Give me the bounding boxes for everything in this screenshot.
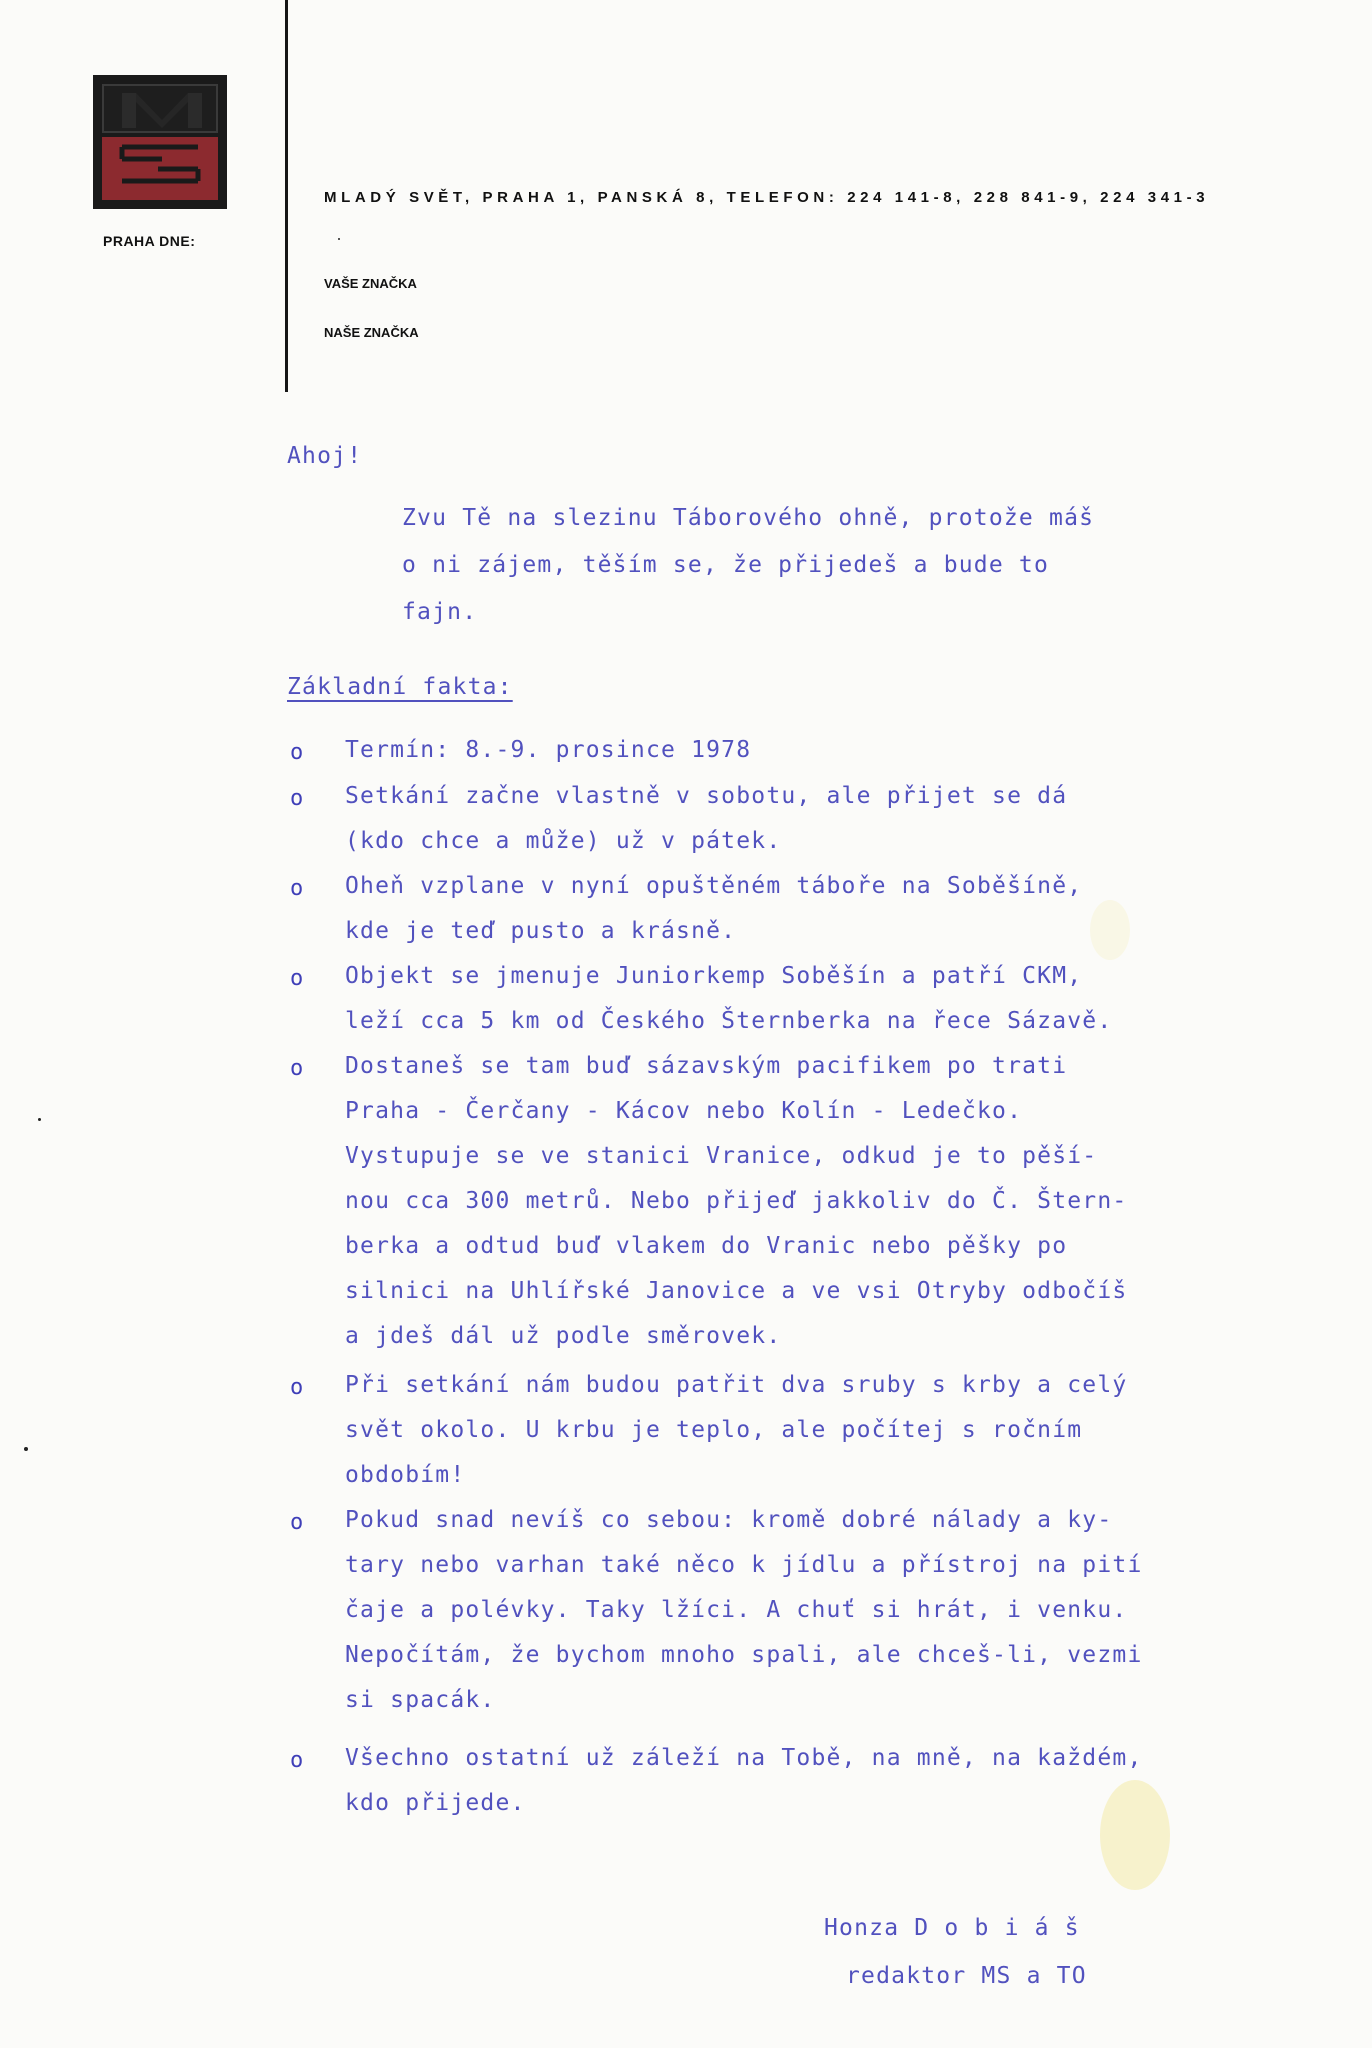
intro-line: fajn. <box>402 599 478 625</box>
fact-line: Všechno ostatní už záleží na Tobě, na mně, na každém, <box>345 1745 1143 1771</box>
bullet-marker: o <box>290 1375 304 1400</box>
bullet-marker: o <box>290 1056 304 1081</box>
fact-line: kde je teď pusto a krásně. <box>345 918 737 944</box>
fact-line: leží cca 5 km od Českého Šternberka na řece Sázavě. <box>345 1008 1113 1034</box>
greeting: Ahoj! <box>287 443 363 469</box>
fact-line: Oheň vzplane v nyní opuštěném táboře na Soběšíně, <box>345 873 1083 899</box>
fact-line: (kdo chce a může) už v pátek. <box>345 828 782 854</box>
fact-line: berka a odtud buď vlakem do Vranic nebo pěšky po <box>345 1233 1068 1259</box>
logo-m-block <box>102 84 218 133</box>
fact-line: si spacák. <box>345 1687 496 1713</box>
signature-title: redaktor MS a TO <box>846 1963 1087 1989</box>
bullet-marker: o <box>290 1510 304 1535</box>
fact-line: tary nebo varhan také něco k jídlu a přístroj na pití <box>345 1552 1143 1578</box>
fact-line: Při setkání nám budou patřit dva sruby s krby a celý <box>345 1372 1128 1398</box>
fact-line: obdobím! <box>345 1462 466 1488</box>
paper-speck <box>38 1118 41 1121</box>
our-ref-label: NAŠE ZNAČKA <box>324 325 419 340</box>
fact-line: Nepočítám, že bychom mnoho spali, ale chceš-li, vezmi <box>345 1642 1143 1668</box>
bullet-marker: o <box>290 786 304 811</box>
fact-line: svět okolo. U krbu je teplo, ale počítej s ročním <box>345 1417 1083 1443</box>
bullet-marker: o <box>290 740 304 765</box>
intro-line: o ni zájem, těším se, že přijedeš a bude to <box>402 552 1050 578</box>
logo-m-icon <box>116 90 208 131</box>
fact-line: Setkání začne vlastně v sobotu, ale přijet se dá <box>345 783 1068 809</box>
fact-line: Praha - Čerčany - Kácov nebo Kolín - Ledečko. <box>345 1098 1023 1124</box>
paper-speck <box>338 238 340 240</box>
fact-line: Pokud snad nevíš co sebou: kromě dobré nálady a ky- <box>345 1507 1113 1533</box>
intro-line: Zvu Tě na slezinu Táborového ohně, protože máš <box>402 505 1095 531</box>
bullet-marker: o <box>290 1748 304 1773</box>
fact-line: nou cca 300 metrů. Nebo přijeď jakkoliv do Č. Štern- <box>345 1188 1128 1214</box>
date-label: PRAHA DNE: <box>103 233 196 249</box>
fact-line: Vystupuje se ve stanici Vranice, odkud je to pěší- <box>345 1143 1098 1169</box>
fact-line: silnici na Uhlířské Janovice a ve vsi Otryby odbočíš <box>345 1278 1128 1304</box>
fact-line: čaje a polévky. Taky lžíci. A chuť si hrát, i venku. <box>345 1597 1128 1623</box>
paper-stain <box>1090 900 1130 960</box>
paper-stain <box>1100 1780 1170 1890</box>
fact-line: kdo přijede. <box>345 1790 526 1816</box>
fact-line: a jdeš dál už podle směrovek. <box>345 1323 782 1349</box>
letterhead-divider <box>285 0 288 392</box>
fact-line: Dostaneš se tam buď sázavským pacifikem po trati <box>345 1053 1068 1079</box>
bullet-marker: o <box>290 966 304 991</box>
facts-heading: Základní fakta: <box>287 674 513 700</box>
logo-s-block <box>102 137 218 200</box>
signature-name: Honza D o b i á š <box>824 1915 1080 1941</box>
bullet-marker: o <box>290 876 304 901</box>
fact-line: Objekt se jmenuje Juniorkemp Soběšín a patří CKM, <box>345 963 1083 989</box>
your-ref-label: VAŠE ZNAČKA <box>324 276 417 291</box>
logo-s-icon <box>102 137 218 200</box>
paper-speck <box>24 1447 28 1451</box>
fact-line: Termín: 8.-9. prosince 1978 <box>345 737 752 763</box>
letterhead-address: MLADÝ SVĚT, PRAHA 1, PANSKÁ 8, TELEFON: 224 141-8, 228 841-9, 224 341-3 <box>324 189 1210 206</box>
ms-logo <box>93 75 227 209</box>
